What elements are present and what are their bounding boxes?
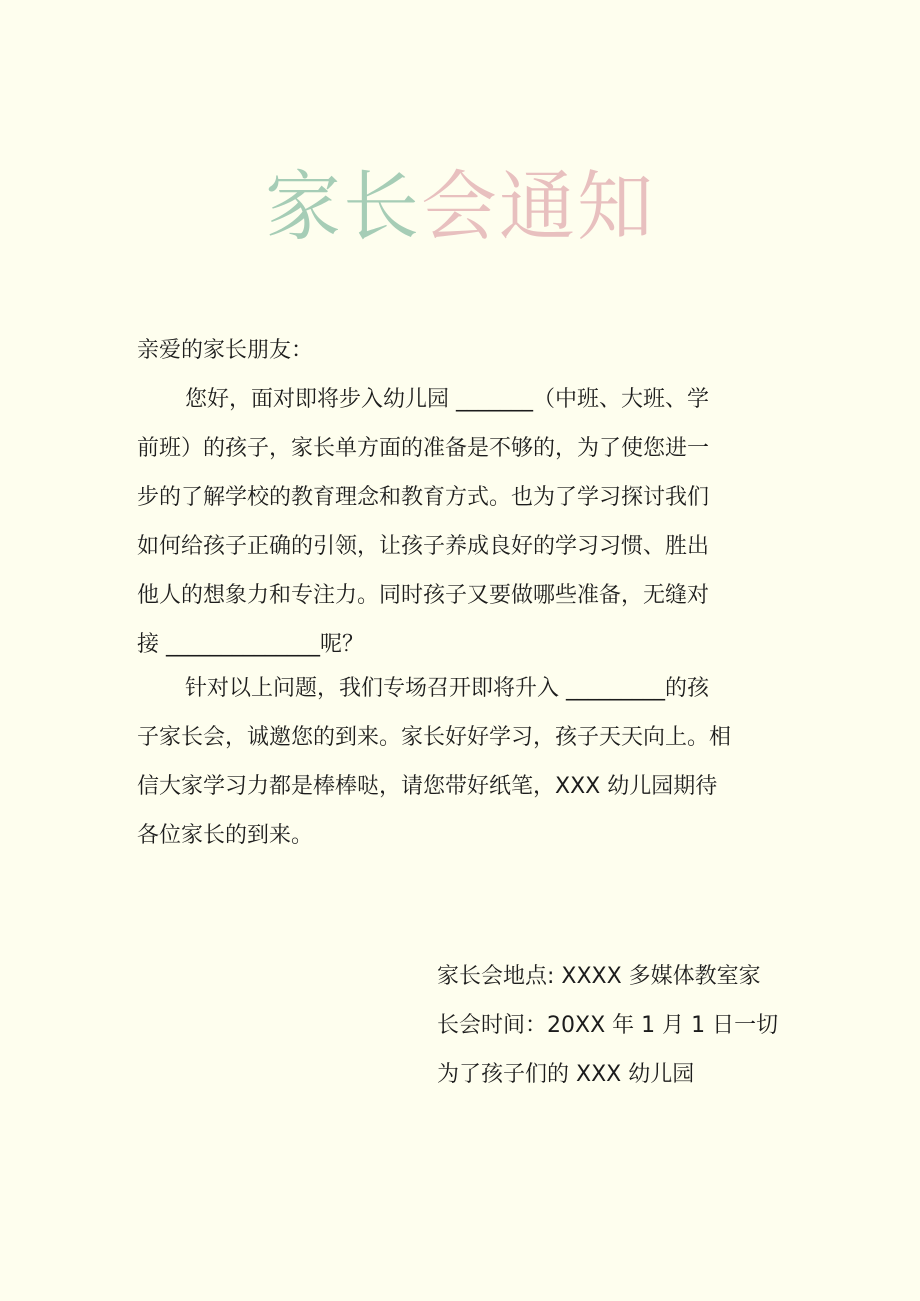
page-title	[0, 162, 920, 252]
paragraph-line: 您好，面对即将步入幼儿园 _______（中班、大班、学	[185, 387, 709, 412]
paragraph-line: 他人的想象力和专注力。同时孩子又要做哪些准备，无缝对	[137, 583, 710, 608]
meeting-location: 家长会地点: XXXX 多媒体教室家	[437, 964, 761, 989]
paragraph-line: 前班）的孩子，家长单方面的准备是不够的，为了使您进一	[137, 436, 710, 461]
paragraph-line: 各位家长的到来。	[137, 823, 314, 848]
meeting-details	[437, 952, 807, 1099]
paragraph-line: 针对以上问题，我们专场召开即将升入 _________的孩	[185, 676, 709, 701]
paragraph-line: 信大家学习力都是棒棒哒，请您带好纸笔，XXX 幼儿园期待	[137, 774, 718, 799]
signature: 为了孩子们的 XXX 幼儿园	[437, 1062, 695, 1087]
paragraph-line: 接 ______________呢？	[137, 632, 364, 657]
paragraph-line: 步的了解学校的教育理念和教育方式。也为了学习探讨我们	[137, 485, 710, 510]
paragraph-line: 子家长会，诚邀您的到来。家长好好学习，孩子天天向上。相	[137, 725, 732, 750]
paragraph-intro	[137, 375, 797, 669]
paragraph-line: 如何给孩子正确的引领，让孩子养成良好的学习习惯、胜出	[137, 534, 710, 559]
title-part-green: 家长	[265, 162, 421, 251]
salutation: 亲爱的家长朋友：	[137, 338, 314, 363]
title-part-pink: 会通知	[421, 162, 655, 251]
paragraph-invitation	[137, 664, 797, 860]
meeting-time: 长会时间：20XX 年 1 月 1 日一切	[437, 1013, 779, 1038]
